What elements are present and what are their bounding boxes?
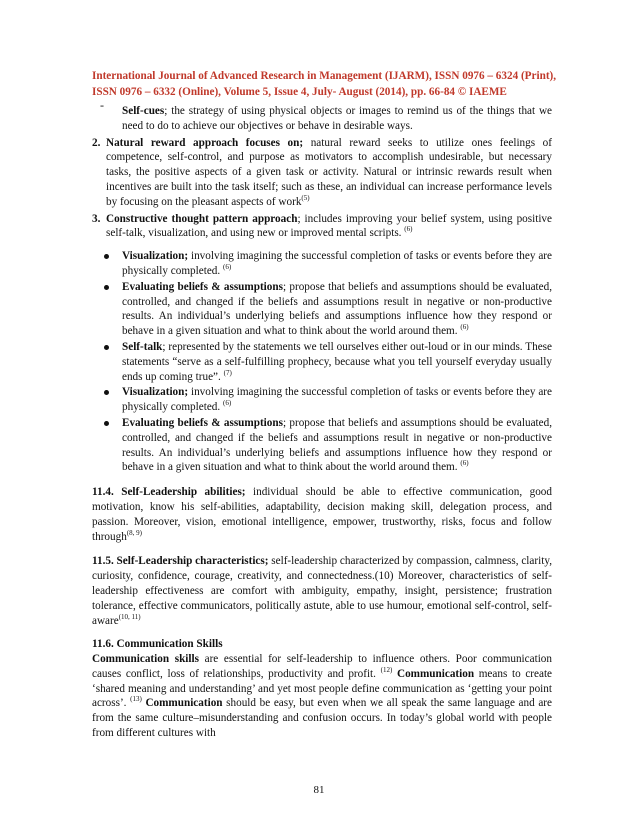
bullet-text: ; propose that beliefs and assumptions should be evaluated, controlled, and changed if the beliefs and assumptions result in negative or non-productive results. An individual’s underlying beliefs and assumptions influence how they respond or behave in a given situation and what to think about the world around them. [122,280,553,338]
bullet-item [92,340,552,384]
section-11-5-heading: 11.5. Self-Leadership characteristics; [92,555,269,568]
citation-ref: (10, 11) [118,612,141,621]
section-11-6 [92,637,552,741]
self-cues-text: ; the strategy of using physical objects or images to remind us of the things that we need to do to achieve our objectives or behave in desirable ways. [122,105,552,132]
citation-ref: (7) [223,368,232,377]
paragraph-text: means to create ‘shared meaning and understanding’ and yet most people define communication as ‘getting your point across’. [92,667,553,710]
bullet-term: Self-talk [122,340,163,353]
page-number: 81 [313,784,325,796]
section-11-4 [92,485,552,544]
numbered-item-2 [92,136,552,210]
bullet-text: involving imagining the successful completion of tasks or events before they are physically completed. [122,250,552,277]
citation-ref: (6) [222,262,232,271]
self-cues-item [92,98,552,134]
section-11-4-heading: 11.4. Self-Leadership abilities; [92,486,246,499]
section-11-4-text: individual should be able to effective communication, good motivation, know his self-abilities, adaptability, decision making skill, delegation process, and passion. Moreover, vision, emotional intelligence, empower, trustworthy, risks, focus and follow through [92,486,552,543]
header-line-1: International Journal of Advanced Research in Management (IJARM), ISSN 0976 – 6324 (Print), [92,70,557,82]
section-11-6-heading: 11.6. Communication Skills [92,638,223,651]
item-2-term: Natural reward approach focuses on; [106,136,304,149]
section-11-6-text [92,652,552,741]
citation-ref: (13) [130,695,142,704]
citation-ref: (6) [460,459,469,468]
journal-header [92,68,557,100]
article-body [92,98,553,741]
bullet-icon [104,390,109,395]
bullet-item [92,249,552,279]
item-2-text: natural reward seeks to utilize ones feelings of competence, self-control, and purpose as motivators to accomplish undesirable, but necessary tasks, the positive aspects of a given task or activity. Natural or intrinsic rewards result when incentives are built into the task itself; such as these, an individual can increase performance levels by focusing on the pleasant aspects of work [106,136,553,208]
bullet-icon [104,254,109,259]
bullet-icon [104,421,109,426]
bullet-text: ; propose that beliefs and assumptions should be evaluated, controlled, and changed if the beliefs and assumptions result in negative or non-productive results. An individual’s underlying beliefs and assumptions influence how they respond or behave in a given situation and what to think about the world around them. [122,416,553,474]
bullet-item [92,416,552,475]
numbered-item-3 [92,212,552,242]
communication-skills-term: Communication skills [92,653,199,666]
self-cues-term: Self-cues [122,105,165,117]
bullet-term: Visualization; [122,386,189,399]
citation-ref: (12) [380,665,393,674]
citation-ref: (8, 9) [126,528,142,537]
item-number: 3. [92,212,101,225]
communication-term: Communication [145,697,223,710]
citation-ref: (5) [301,193,310,202]
bullet-term: Evaluating beliefs & assumptions [122,280,283,293]
bullet-text: ; represented by the statements we tell ourselves either out-loud or in our minds. These statements “serve as a self-fulfilling prophecy, because what you tell yourself everyday usually ends up coming true”. [122,340,552,383]
bullet-item [92,280,552,339]
bullet-item [92,385,552,415]
citation-ref: (6) [460,323,469,332]
section-11-5-text: self-leadership characterized by compassion, calmness, clarity, curiosity, confidence, courage, creativity, and connectedness.(10) Moreover, characteristics of self-leadership effectiveness are comfort with ambiguity, empathy, insight, persistence; frustration tolerance, effective communicators, politically astute, able to use humour, emotional self-control, self-aware [92,555,552,627]
paragraph-text: should be easy, but even when we all speak the same language and are from the same culture–misunderstanding and confusion occurs. In today’s global world with people from different cultures with [92,697,552,740]
header-line-2: ISSN 0976 – 6332 (Online), Volume 5, Issue 4, July- August (2014), pp. 66-84 © IAEME [92,86,507,98]
item-3-text: ; includes improving your belief system, using positive self-talk, visualization, and using new or improved mental scripts. [106,212,552,240]
item-3-term: Constructive thought pattern approach [106,212,298,225]
bullet-term: Evaluating beliefs & assumptions [122,416,283,429]
bullet-text: involving imagining the successful completion of tasks or events before they are physically completed. [122,386,552,414]
citation-ref: (6) [404,225,413,234]
communication-term: Communication [396,667,475,680]
section-11-5 [92,554,552,628]
paragraph-text: are essential for self-leadership to influence others. Poor communication causes conflict, loss of relationships, productivity and profit. [92,653,552,680]
bullet-icon [104,345,109,350]
bullet-icon [104,285,109,290]
bullet-list [92,249,552,475]
bullet-term: Visualization; [122,250,189,263]
citation-ref: (6) [222,399,232,408]
item-number: 2. [92,136,101,149]
dash-marker: - [100,98,104,112]
